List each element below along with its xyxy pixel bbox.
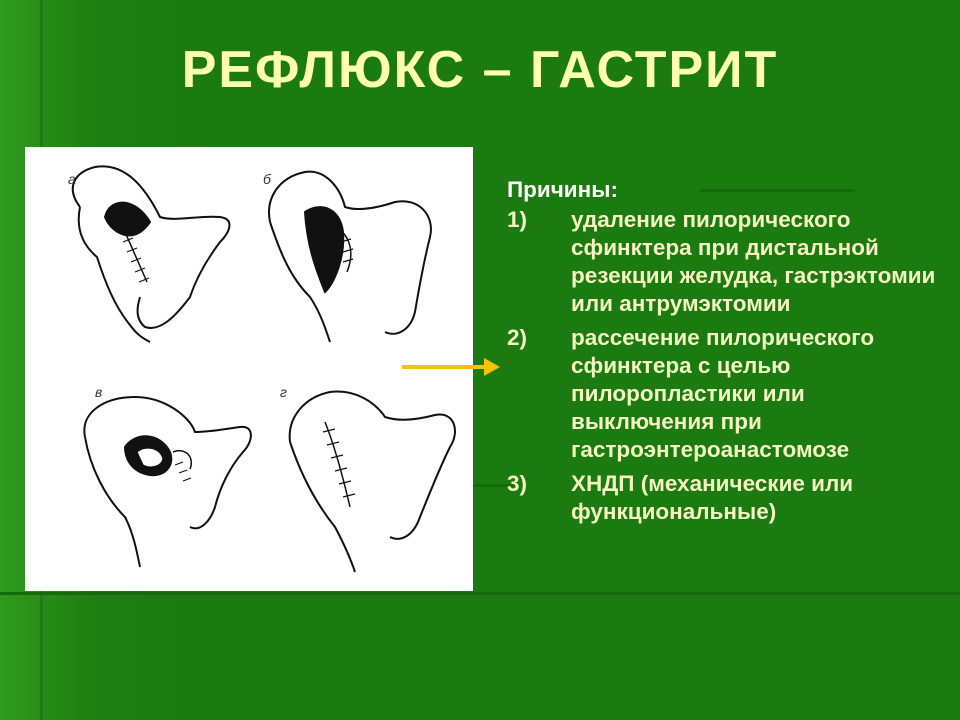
panel-letter-v: в — [95, 384, 103, 400]
cause-item — [507, 470, 947, 526]
cause-item — [507, 324, 947, 464]
causes-heading: Причины: — [507, 177, 618, 202]
cause-text: рассечение пилорического сфинктера с целью пилоропластики или выключения при гастроэнтероанастомозе — [571, 325, 875, 462]
panel-letter-a: а — [68, 171, 76, 187]
panel-letter-g: г — [280, 384, 287, 400]
arrow-icon — [402, 354, 502, 380]
cause-number: 3) — [507, 471, 528, 496]
causes-list — [507, 176, 947, 532]
panel-g-drawing — [290, 392, 455, 572]
slide-title: РЕФЛЮКС – ГАСТРИТ — [181, 41, 779, 99]
cause-item — [507, 206, 947, 318]
cause-text: ХНДП (механические или функциональные) — [571, 471, 854, 524]
panel-a-drawing — [73, 166, 230, 342]
background-line — [0, 592, 960, 595]
cause-number: 1) — [507, 207, 528, 232]
cause-text: удаление пилорического сфинктера при дистальной резекции желудка, гастрэктомии или антрумэктомии — [571, 207, 936, 316]
panel-v-drawing — [84, 397, 251, 567]
panel-b-drawing — [269, 172, 431, 342]
cause-number: 2) — [507, 325, 528, 350]
panel-letter-b: б — [263, 171, 271, 187]
